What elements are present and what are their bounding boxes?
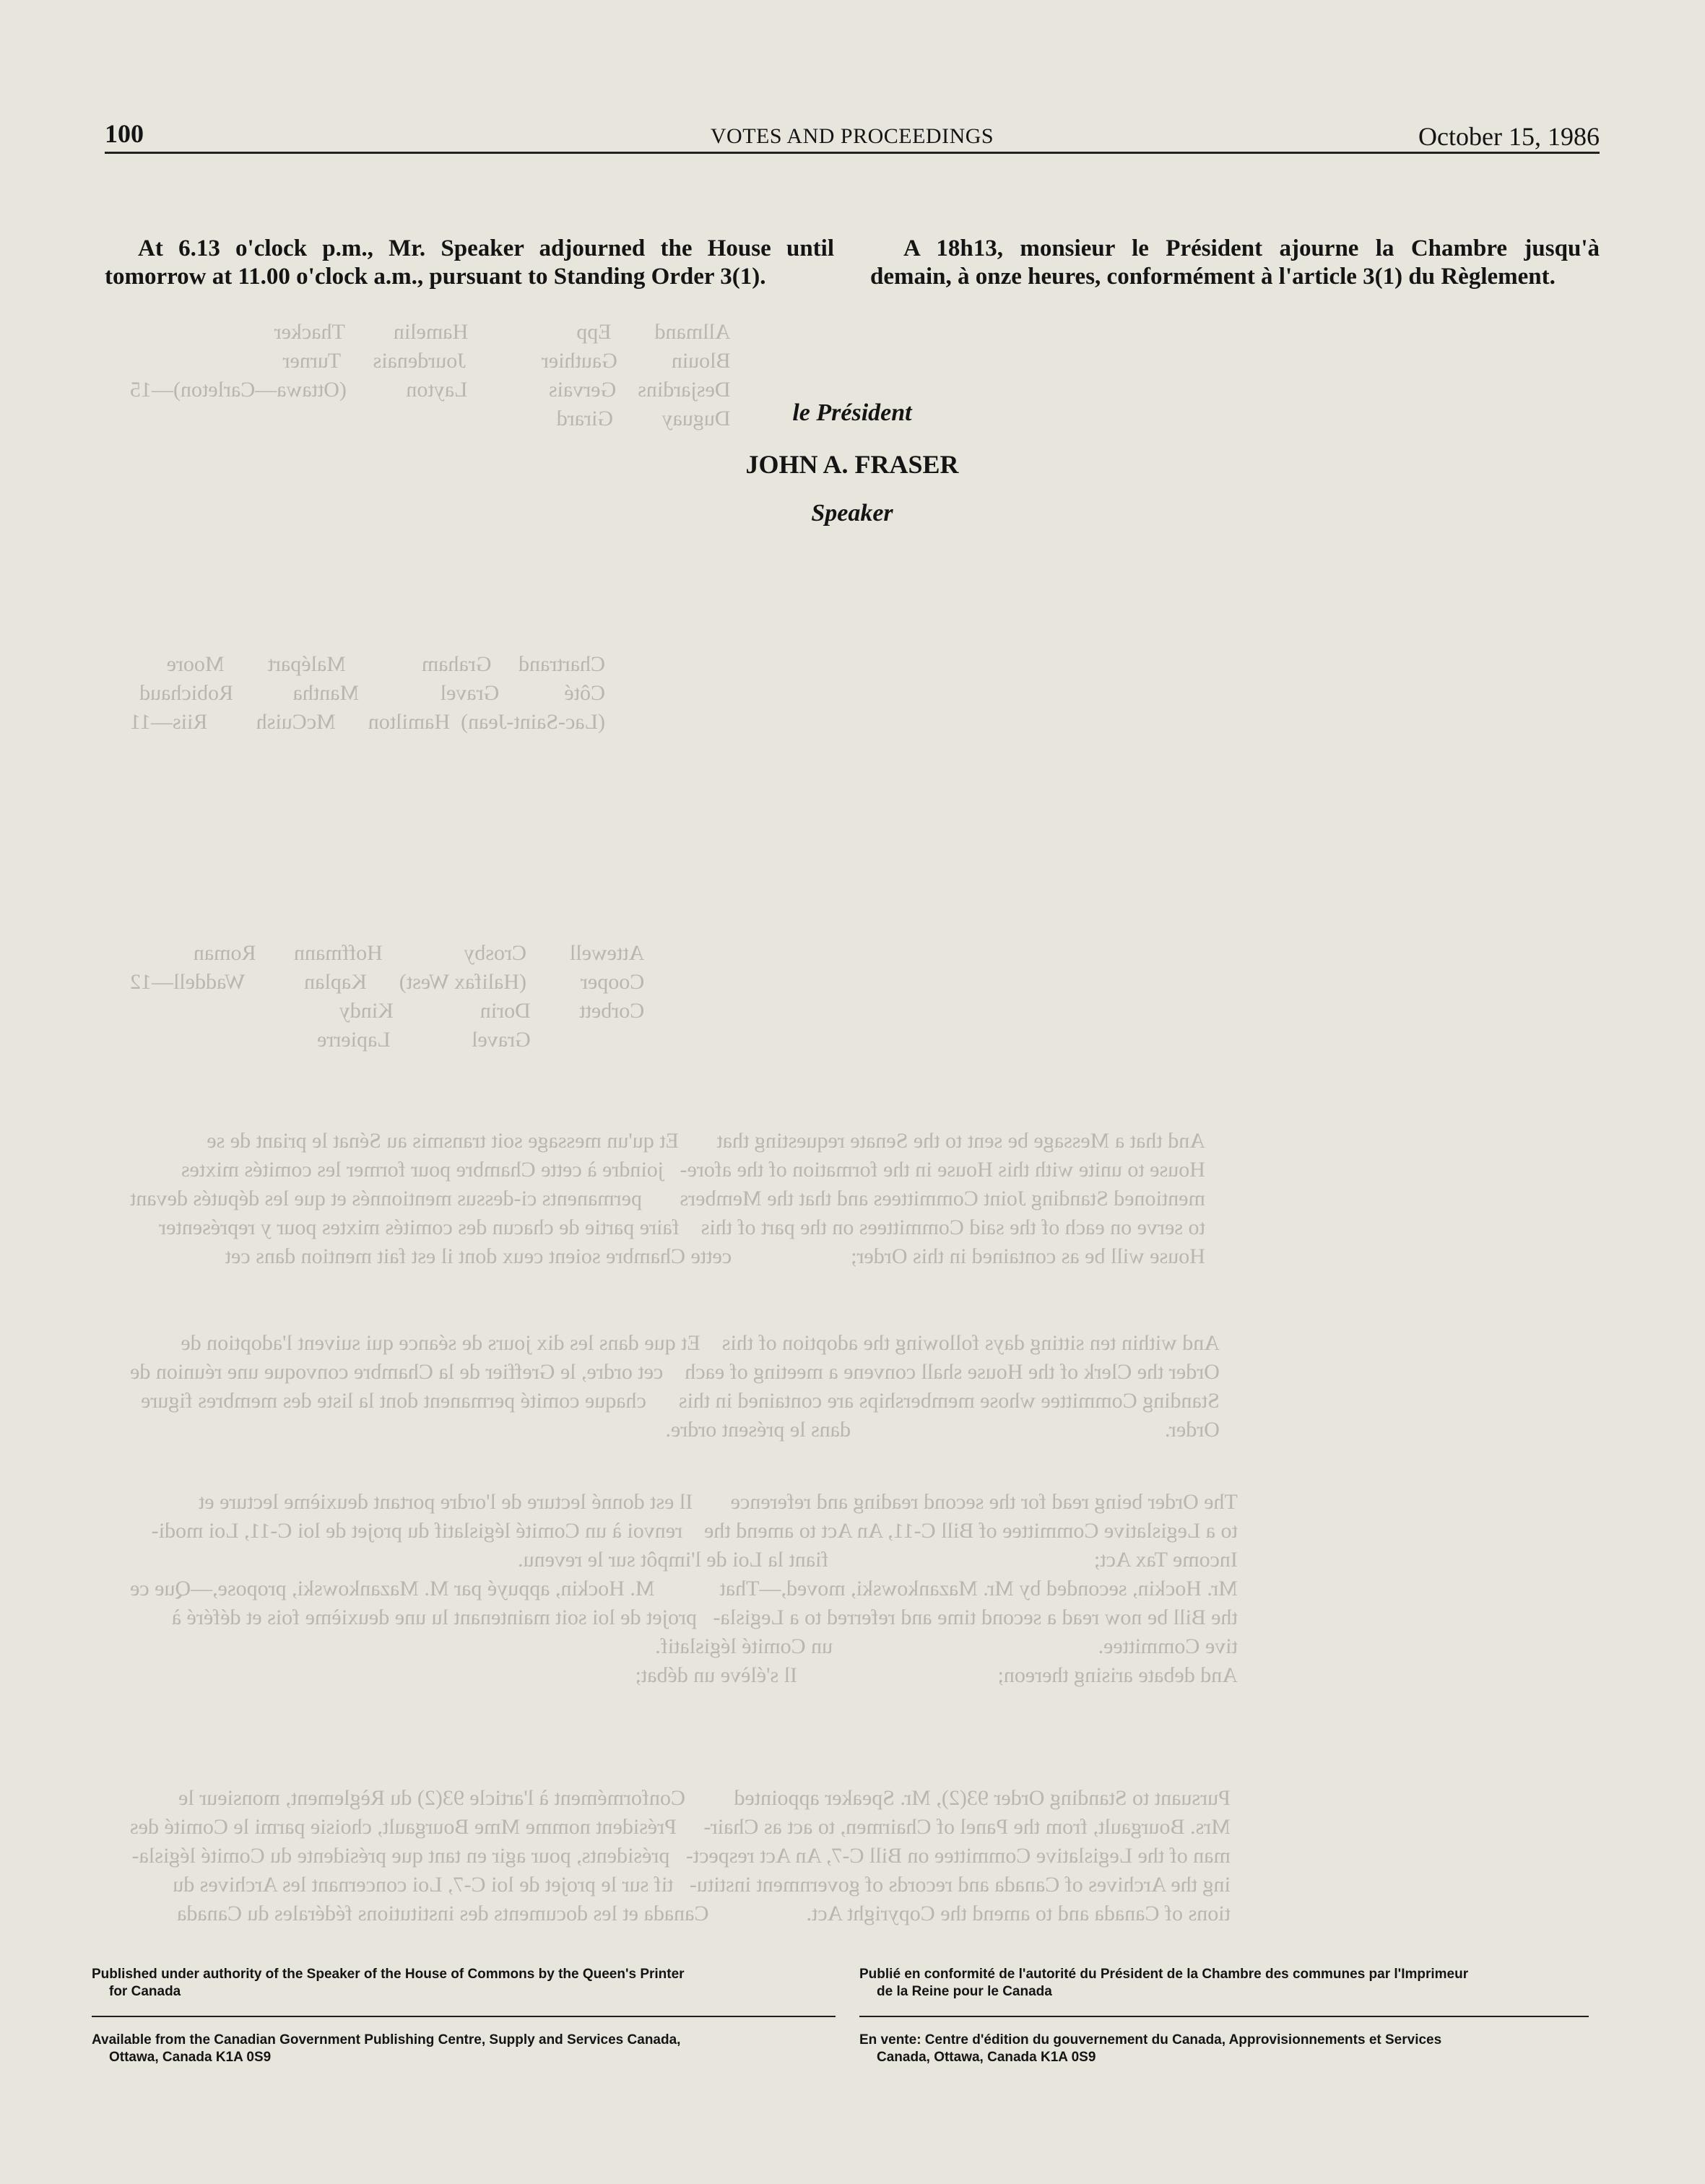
publication-notice-en-line1: Published under authority of the Speaker of the House of Commons by the Queen's Printer <box>92 1967 685 1982</box>
bleed-through-texture: Pursuant to Standing Order 93(2), Mr. Speaker appointed Conformément à l'article 93(2) du Règlement, monsieur le Mrs. Bourgault, from the Panel of Chairmen, to act as Chair- Président nomme Mme Bourgault, choisie parmi le Comité des man of the Legislative Committee on Bill C-7, An Act respect- présidents, pour agir en tant que présidente du Comité législa- ing the Archives of Canada and records of government institu- tif sur le projet de loi C-7, Loi concernant les Archives du tions of Canada and to amend the Copyright Act. Canada et les documents des institutions fédérales du Canada <box>130 1786 1231 1925</box>
signature-title-fr: le Président <box>792 399 912 426</box>
footer-divider-en <box>92 2016 836 2017</box>
footer-divider-fr <box>859 2016 1589 2017</box>
running-title: VOTES AND PROCEEDINGS <box>710 124 994 148</box>
bleed-through-texture: And within ten sitting days following the adoption of this Et que dans les dix jours de séance qui suivent l'adoption de Order the Clerk of the House shall convene a meeting of each cet ordre, le Greffier de la Chambre convoque une réunion de Standing Committee whose memberships are contained in this chaque comité permanent dont la liste des membres figure Order. dans le présent ordre. <box>130 1331 1220 1442</box>
adjournment-paragraph-en: At 6.13 o'clock p.m., Mr. Speaker adjourned the House until tomorrow at 11.00 o'clock a.m., pursuant to Standing Order 3(1). <box>105 235 834 290</box>
publication-notice-en-line2: for Canada <box>109 1984 181 1999</box>
availability-notice-fr-line2: Canada, Ottawa, Canada K1A 0S9 <box>877 2050 1096 2065</box>
bleed-through-texture: Allmand Epp Hamelin Thacker Blouin Gauthier Jourdenais Turner Desjardins Gervais Layton (Ottawa—Carleton)—15 Duguay Girard <box>130 320 731 430</box>
availability-notice-en-line2: Ottawa, Canada K1A 0S9 <box>109 2050 272 2065</box>
page-number: 100 <box>105 119 144 148</box>
bleed-through-texture: The Order being read for the second reading and reference Il est donné lecture de l'ordre portant deuxième lecture et to a Legislative Committee of Bill C-11, An Act to amend the renvoi à un Comité législatif du projet de loi C-11, Loi modi- Income Tax Act; fiant la Loi de l'impôt sur le revenu. Mr. Hockin, seconded by Mr. Mazankowski, moved,—That M. Hockin, appuyé par M. Mazankowski, propose,—Que ce the Bill be now read a second time and referred to a Legisla- projet de loi soit maintenant lu une deuxième fois et déféré à tive Committee. un Comité législatif. And debate arising thereon; Il s'élève un débat; <box>130 1490 1238 1687</box>
bleed-through-texture: And that a Message be sent to the Senate requesting that Et qu'un message soit transmis au Sénat le priant de se House to unite with this House in the formation of the afore- joindre à cette Chambre pour former les comités mixtes mentioned Standing Joint Committees and that the Members permanents ci-dessus mentionnés et que les députés devant to serve on each of the said Committees on the part of this faire partie de chacun des comités mixtes pour y représenter House will be as contained in this Order; cette Chambre soient ceux dont il est fait mention dans cet <box>130 1129 1205 1268</box>
publication-notice-en <box>92 1966 836 2001</box>
bleed-through-texture: Chartrand Graham Malépart Moore Côté Gravel Mantha Robichaud (Lac-Saint-Jean) Hamilton McCuish Riis—11 <box>130 652 605 734</box>
signature-title-en: Speaker <box>811 500 893 526</box>
signature-name: JOHN A. FRASER <box>745 450 959 479</box>
availability-notice-en-line1: Available from the Canadian Government Publishing Centre, Supply and Services Canada, <box>92 2032 681 2048</box>
bleed-through-texture: Attewell Crosby Hoffmann Roman Cooper (Halifax West) Kaplan Waddell—12 Corbett Dorin Kindy Gravel Lapierre <box>130 941 645 1052</box>
publication-notice-fr <box>859 1966 1589 2001</box>
sitting-date: October 15, 1986 <box>1418 122 1600 151</box>
publication-notice-fr-line1: Publié en conformité de l'autorité du Président de la Chambre des communes par l'Imprimeur <box>859 1967 1469 1982</box>
page-header <box>105 116 1600 154</box>
availability-notice-fr-line1: En vente: Centre d'édition du gouvernement du Canada, Approvisionnements et Services <box>859 2032 1442 2048</box>
availability-notice-en <box>92 2032 836 2066</box>
publication-notice-fr-line2: de la Reine pour le Canada <box>877 1984 1052 1999</box>
adjournment-paragraph-fr: A 18h13, monsieur le Président ajourne la Chambre jusqu'à demain, à onze heures, conformément à l'article 3(1) du Règlement. <box>870 235 1600 290</box>
availability-notice-fr <box>859 2032 1589 2066</box>
